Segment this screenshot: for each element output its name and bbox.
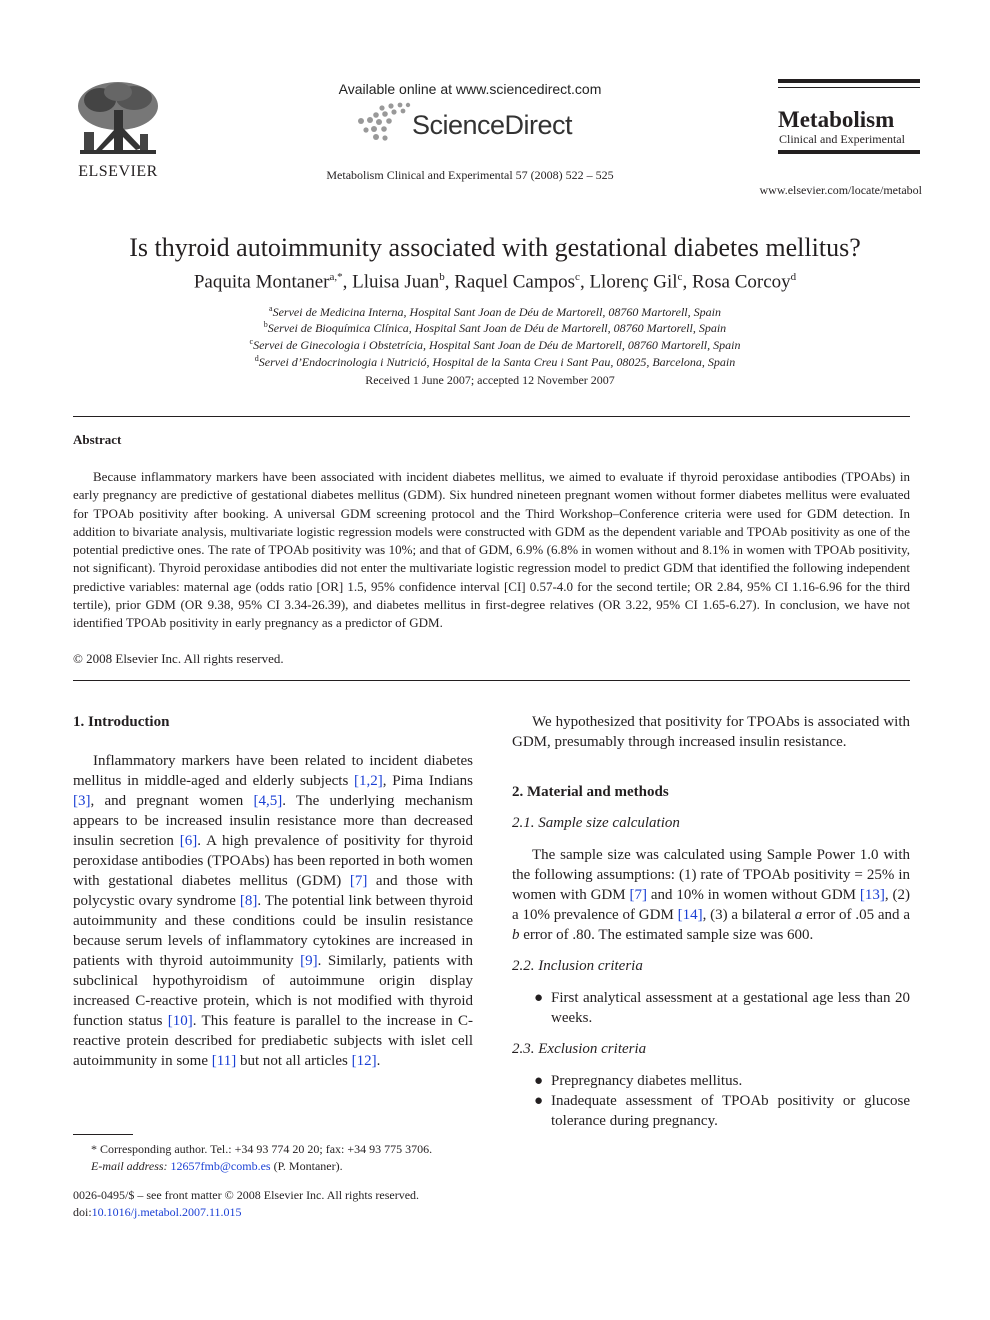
italic-symbol: b — [512, 927, 520, 943]
affiliation-b: $^b$Servei de Bioquímica Clínica, Hospital Sant Joan de Déu de Martorell, 08760 Martorell, Spain — [263, 320, 727, 335]
journal-footer-rule — [778, 150, 920, 154]
subsection-exclusion: 2.3. Exclusion criteria — [512, 1041, 647, 1057]
inclusion-list — [512, 988, 910, 1028]
email-footnote: E-mail address: 12657fmb@comb.es (P. Montaner). — [91, 1159, 343, 1173]
sample-size-paragraph: The sample size was calculated using Sample Power 1.0 with the following assumptions: (1) rate of TPOAb positivity = 25% in women with GDM [7] and 10% in women without GDM [13], (2) a 10% prevalence of GDM [14], (3) a bilateral a error of .05 and a b error of .80. The estimated sample size was 600. — [512, 847, 910, 943]
author-name: Paquita Montaner — [193, 271, 330, 293]
abstract-copyright: © 2008 Elsevier Inc. All rights reserved. — [73, 651, 284, 666]
citation-link[interactable]: [4,5] — [253, 793, 283, 809]
journal-url: www.elsevier.com/locate/metabol — [759, 183, 922, 197]
author-name: Llorenç Gil — [589, 271, 678, 293]
author-affiliation-marker: d — [790, 271, 797, 283]
divider — [73, 416, 910, 417]
author-list: Paquita Montaner$^{a,*}$, Lluisa Juan$^b$, Raquel Campos$^c$, Llorenç Gil$^c$, Rosa Corcoy$^d$ — [193, 271, 797, 293]
abstract-body: Because inflammatory markers have been associated with incident diabetes mellitus, we aimed to evaluate if thyroid peroxidase antibodies (TPOAbs) in early pregnancy are predictive of gestational diabetes mellitus (GDM). Six hundred nineteen pregnant women without former diabetes mellitus were evaluated for TPOAb positivity after booking. A universal GDM screening protocol and the Third Workshop–Conference criteria were used for GDM detection. In addition to bivariate analysis, multivariate logistic regression models were constructed with GDM as the dependent variable and TPOAb positivity as one of the potential predictive ones. The rate of TPOAb positivity was 10%; and that of GDM, 6.9% (6.8% in women without and 8.1% in women with TPOAb positivity, not significant). Thyroid peroxidase antibodies did not enter the multivariate logistic regression model to predict GDM that identified the following independent predictive variables: maternal age (odds ratio [OR] 1.5, 95% confidence interval [CI] 0.57-4.0 for the second tertile; OR 2.84, 95% CI 1.16-6.96 for the third tertile), prior GDM (OR 9.38, 95% CI 3.34-26.39), and diabetes mellitus in first-degree relatives (OR 3.22, 95% CI 1.65-6.27). In conclusion, we have not identified TPOAb positivity in early pregnancy as a predictor of GDM. — [73, 469, 910, 631]
abstract-heading: Abstract — [73, 432, 122, 447]
sciencedirect-wordmark: ScienceDirect — [412, 110, 573, 140]
intro-paragraph: Inflammatory markers have been related to incident diabetes mellitus in middle-aged and elderly subjects [1,2], Pima Indians [3], and pregnant women [4,5]. The underlying mechanism appears to be increased insulin resistance more than decreased insulin secretion [6]. A high prevalence of positivity for thyroid peroxidase antibodies (TPOAbs) has been reported in both women with gestational diabetes mellitus (GDM) [7] and those with polycystic ovary syndrome [8]. The potential link between thyroid autoimmunity and these conditions could be insulin resistance because serum levels of inflammatory cytokines are increased in patients with thyroid autoimmunity [9]. Similarly, patients with subclinical hypothyroidism of autoimmune origin display increased C-reactive protein, which is not modified with thyroid function status [10]. This feature is parallel to the increase in C-reactive protein described for prediabetic subjects with islet cell autoimmunity in some [11] but not all articles [12]. — [73, 753, 474, 1069]
elsevier-tree-logo-icon — [70, 80, 166, 162]
journal-name: Metabolism — [778, 107, 895, 132]
right-column — [512, 712, 910, 1131]
bullet-icon: ● — [534, 1093, 544, 1109]
divider — [73, 680, 910, 681]
list-item: ● Inadequate assessment of TPOAb positivity or glucose tolerance during pregnancy. — [534, 1093, 910, 1129]
exclusion-list — [512, 1071, 910, 1131]
section-heading-introduction: 1. Introduction — [73, 714, 170, 730]
citation-link[interactable]: [6] — [179, 833, 198, 849]
citation-link[interactable]: [3] — [73, 793, 91, 809]
author-affiliation-marker: a,* — [329, 271, 343, 283]
author-name: Raquel Campos — [454, 271, 576, 293]
citation-link[interactable]: [1,2] — [354, 773, 383, 789]
author-affiliation-marker: c — [575, 271, 580, 283]
citation-link[interactable]: [7] — [629, 887, 647, 903]
citation-link[interactable]: [13] — [859, 887, 885, 903]
article-title: Is thyroid autoimmunity associated with gestational diabetes mellitus? — [129, 233, 861, 262]
list-item: ● Prepregnancy diabetes mellitus. — [534, 1073, 743, 1089]
received-dates: Received 1 June 2007; accepted 12 November 2007 — [365, 373, 615, 387]
citation-link[interactable]: [12] — [351, 1053, 377, 1069]
hypothesis-paragraph: We hypothesized that positivity for TPOAbs is associated with GDM, presumably through increased insulin resistance. — [512, 714, 910, 750]
available-online-text: Available online at www.sciencedirect.com — [338, 81, 602, 97]
italic-symbol: a — [794, 907, 803, 923]
journal-header-rule — [778, 79, 920, 83]
journal-header-rule-thin — [778, 87, 920, 88]
journal-subtitle: Clinical and Experimental — [779, 132, 905, 146]
affiliation-c: $^c$Servei de Ginecologia i Obstetrícia, Hospital Sant Joan de Déu de Martorell, 08760 Martorell, Spain — [249, 337, 741, 352]
author-affiliation-marker: c — [677, 271, 683, 283]
bullet-icon: ● — [534, 990, 544, 1006]
citation-link[interactable]: [10] — [167, 1013, 193, 1029]
front-matter-line: 0026-0495/$ – see front matter © 2008 Elsevier Inc. All rights reserved. — [73, 1188, 420, 1202]
footnote-rule — [73, 1134, 133, 1135]
doi-line: doi:10.1016/j.metabol.2007.11.015 — [73, 1205, 242, 1219]
elsevier-wordmark: ELSEVIER — [78, 163, 158, 180]
citation-link[interactable]: [7] — [349, 873, 368, 889]
citation-link[interactable]: [14] — [677, 907, 703, 923]
doi-link[interactable]: 10.1016/j.metabol.2007.11.015 — [91, 1205, 242, 1219]
citation-link[interactable]: [9] — [300, 953, 318, 969]
section-heading-methods: 2. Material and methods — [512, 784, 669, 800]
journal-citation: Metabolism Clinical and Experimental 57 (2008) 522 – 525 — [326, 168, 614, 182]
citation-link[interactable]: [8] — [239, 893, 258, 909]
subsection-inclusion: 2.2. Inclusion criteria — [512, 958, 643, 974]
email-link[interactable]: 12657fmb@comb.es — [170, 1159, 271, 1173]
affiliation-a: $^a$Servei de Medicina Interna, Hospital Sant Joan de Déu de Martorell, 08760 Martorell, Spain — [269, 304, 721, 319]
citation-link[interactable]: [11] — [211, 1053, 237, 1069]
subsection-sample-size: 2.1. Sample size calculation — [512, 815, 680, 831]
list-item: ● First analytical assessment at a gestational age less than 20 weeks. — [534, 990, 910, 1026]
author-affiliation-marker: b — [439, 271, 445, 283]
author-name: Lluisa Juan — [352, 271, 440, 293]
author-name: Rosa Corcoy — [691, 271, 791, 293]
left-column — [73, 712, 473, 1071]
affiliation-d: $^d$Servei d’Endocrinologia i Nutrició, Hospital de la Santa Creu i Sant Pau, 08025, Barcelona, Spain — [254, 354, 736, 369]
bullet-icon: ● — [534, 1073, 544, 1089]
corresponding-author-footnote: * Corresponding author. Tel.: +34 93 774 20 20; fax: +34 93 775 3706. — [91, 1142, 433, 1156]
